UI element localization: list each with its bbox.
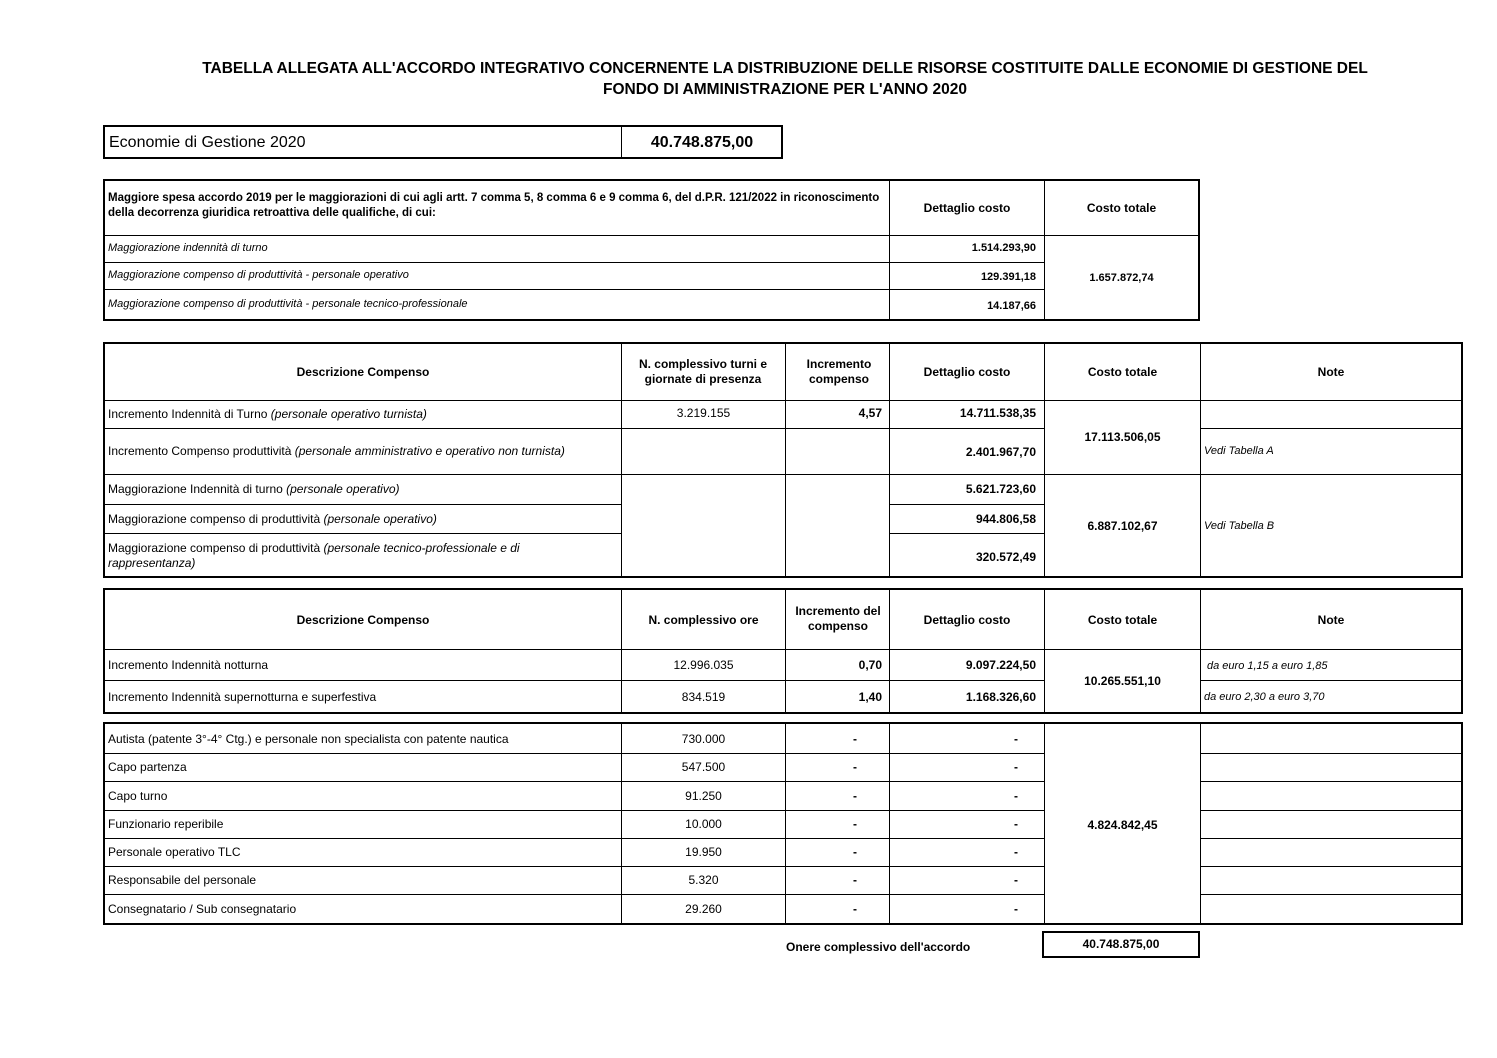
turni-row-4-desc: Maggiorazione compenso di produttività (personale operativo) [108,512,437,526]
altri-row-4-dettaglio: - [1014,817,1018,831]
turni-row-1-desc: Incremento Indennità di Turno (personale operativo turnista) [108,407,427,421]
turni-col-n: N. complessivo turni e giornate di presenza [638,357,768,386]
turni-row-1-dettaglio: 14.711.538,35 [959,406,1036,420]
ore-row-1-dettaglio: 9.097.224,50 [965,658,1036,672]
ore-col-dettaglio: Dettaglio costo [923,613,1011,627]
turni-note-a: Vedi Tabella A [1204,445,1274,457]
turni-row-2-dettaglio: 2.401.967,70 [965,445,1036,459]
altri-row-3-dettaglio: - [1014,789,1018,803]
maggiore-row-1-dettaglio: 1.514.293,90 [971,242,1036,254]
altri-row-1-n: 730.000 [681,732,726,746]
altri-row-3-desc: Capo turno [108,789,168,803]
turni-col-incremento: Incremento compenso [806,357,872,386]
altri-row-4-n: 10.000 [685,817,722,831]
turni-col-descrizione: Descrizione Compenso [296,365,430,379]
turni-col-note: Note [1317,365,1345,379]
ore-row-1-note: da euro 1,15 a euro 1,85 [1207,660,1328,672]
maggiore-row-3-desc: Maggiorazione compenso di produttività - personale tecnico-professionale [108,298,468,310]
economie-value: 40.748.875,00 [650,134,754,151]
altri-row-6-desc: Responsabile del personale [108,873,257,887]
onere-value: 40.748.875,00 [1082,937,1160,951]
altri-row-6-incremento: - [853,873,857,887]
altri-row-7-n: 29.260 [685,902,722,916]
ore-row-1-incremento: 0,70 [858,658,882,672]
altri-row-1-incremento: - [853,732,857,746]
altri-row-7-dettaglio: - [1014,902,1018,916]
altri-row-7-desc: Consegnatario / Sub consegnatario [108,902,297,916]
ore-col-totale: Costo totale [1087,613,1158,627]
altri-row-5-incremento: - [853,845,857,859]
ore-row-2-incremento: 1,40 [858,690,882,704]
ore-col-n: N. complessivo ore [648,613,759,627]
ore-row-1-n: 12.996.035 [673,658,734,672]
onere-label: Onere complessivo dell'accordo [786,940,971,954]
turni-row-2-desc: Incremento Compenso produttività (personale amministrativo e operativo non turnista) [108,444,565,458]
turni-row-1-incremento: 4,57 [858,406,882,420]
ore-row-2-note: da euro 2,30 a euro 3,70 [1204,691,1325,703]
maggiore-row-2-dettaglio: 129.391,18 [980,271,1036,283]
altri-row-5-desc: Personale operativo TLC [108,845,241,859]
altri-row-4-desc: Funzionario reperibile [108,817,224,831]
col-dettaglio-costo: Dettaglio costo [923,201,1011,215]
col-costo-totale: Costo totale [1086,201,1157,215]
altri-row-2-n: 547.500 [681,760,726,774]
ore-row-2-dettaglio: 1.168.326,60 [965,690,1036,704]
economie-box [103,125,783,159]
title-line-2: FONDO DI AMMINISTRAZIONE PER L'ANNO 2020 [603,81,967,98]
maggiore-row-3-dettaglio: 14.187,66 [987,300,1036,312]
altri-row-6-n: 5.320 [688,873,719,887]
ore-row-2-n: 834.519 [681,690,726,704]
altri-totale: 4.824.842,45 [1087,818,1158,832]
altri-row-6-dettaglio: - [1014,873,1018,887]
altri-compensi-table [103,722,1463,925]
turni-row-3-dettaglio: 5.621.723,60 [965,482,1036,496]
maggiore-totale: 1.657.872,74 [1089,272,1154,284]
turni-totale-a: 17.113.506,05 [1084,430,1161,444]
altri-row-3-incremento: - [853,789,857,803]
altri-row-5-dettaglio: - [1014,845,1018,859]
document-title [90,58,1480,100]
altri-row-3-n: 91.250 [685,789,722,803]
altri-row-2-incremento: - [853,760,857,774]
ore-col-incremento: Incremento del compenso [795,604,881,633]
maggiore-spesa-header: Maggiore spesa accordo 2019 per le maggiorazioni di cui agli artt. 7 comma 5, 8 comma 6 e 9 comma 6, del d.P.R. 121/2022 in riconoscimento della decorrenza giuridica retroattiva delle qualifiche, di cui: [108,192,880,219]
ore-totale: 10.265.551,10 [1084,674,1161,688]
turni-col-totale: Costo totale [1087,365,1158,379]
turni-note-b: Vedi Tabella B [1204,520,1275,532]
ore-table [103,588,1463,714]
ore-row-1-desc: Incremento Indennità notturna [108,658,269,672]
altri-row-1-desc: Autista (patente 3°-4° Ctg.) e personale non specialista con patente nautica [108,732,509,746]
turni-row-3-desc: Maggiorazione Indennità di turno (personale operativo) [108,482,400,496]
turni-row-5-dettaglio: 320.572,49 [975,550,1036,564]
turni-col-dettaglio: Dettaglio costo [923,365,1011,379]
maggiore-row-2-desc: Maggiorazione compenso di produttività - personale operativo [108,269,409,281]
ore-row-2-desc: Incremento Indennità supernotturna e superfestiva [108,690,377,704]
altri-row-7-incremento: - [853,902,857,916]
economie-label: Economie di Gestione 2020 [109,134,306,151]
turni-table [103,342,1463,578]
altri-row-2-desc: Capo partenza [108,760,187,774]
title-line-1: TABELLA ALLEGATA ALL'ACCORDO INTEGRATIVO CONCERNENTE LA DISTRIBUZIONE DELLE RISORSE COSTITUITE DALLE ECONOMIE DI GESTIONE DEL [202,60,1368,77]
turni-row-1-n: 3.219.155 [676,406,731,420]
turni-totale-b: 6.887.102,67 [1087,519,1158,533]
ore-col-descrizione: Descrizione Compenso [296,613,430,627]
altri-row-5-n: 19.950 [685,845,722,859]
maggiore-spesa-table [103,179,1200,321]
altri-row-1-dettaglio: - [1014,732,1018,746]
turni-row-4-dettaglio: 944.806,58 [975,512,1036,526]
altri-row-4-incremento: - [853,817,857,831]
onere-box [1042,931,1200,958]
altri-row-2-dettaglio: - [1014,760,1018,774]
ore-col-note: Note [1317,613,1345,627]
maggiore-row-1-desc: Maggiorazione indennità di turno [108,242,268,254]
turni-row-5-desc: Maggiorazione compenso di produttività (personale tecnico-professionale e di rappresentanza) [108,541,520,570]
